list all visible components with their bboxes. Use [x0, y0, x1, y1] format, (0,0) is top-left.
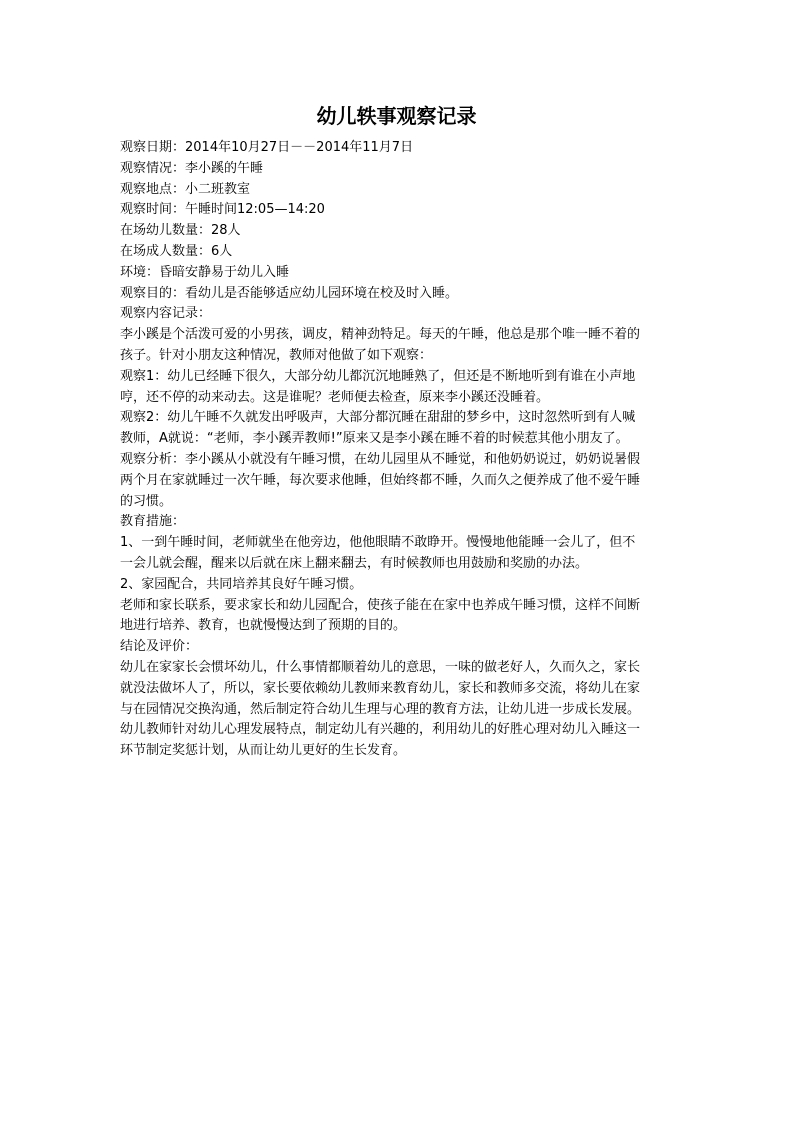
paragraph-line: 的习惯。 — [120, 493, 173, 509]
paragraph-line: 就没法做坏人了，所以，家长要依赖幼儿教师来教育幼儿，家长和教师多交流，将幼儿在家 — [120, 680, 641, 696]
paragraph-line: 李小蹊是个活泼可爱的小男孩，调皮，精神劲特足。每天的午睡，他总是那个唯一睡不着的 — [120, 327, 641, 343]
meta-children-count: 在场幼儿数量：28人 — [120, 223, 241, 239]
paragraph-line: 观察1：幼儿已经睡下很久，大部分幼儿都沉沉地睡熟了，但还是不断地听到有谁在小声地 — [120, 368, 636, 384]
meta-observation-date: 观察日期：2014年10月27日－－2014年11月7日 — [120, 140, 414, 155]
meta-environment: 环境：昏暗安静易于幼儿入睡 — [120, 264, 290, 280]
paragraph-line: 幼儿在家家长会惯坏幼儿，什么事情都顺着幼儿的意思，一味的做老好人，久而久之，家长 — [120, 659, 641, 675]
meta-adults-count: 在场成人数量：6人 — [120, 243, 233, 259]
paragraph-line: 幼儿教师针对幼儿心理发展特点，制定幼儿有兴趣的，利用幼儿的好胜心理对幼儿入睡这一 — [120, 722, 641, 738]
section-heading-measures: 教育措施： — [120, 514, 186, 530]
paragraph-line: 环节制定奖惩计划，从而让幼儿更好的生长发育。 — [120, 743, 407, 759]
paragraph-line: 观察2：幼儿午睡不久就发出呼吸声，大部分都沉睡在甜甜的梦乡中，这时忽然听到有人喊 — [120, 410, 636, 426]
paragraph-line: 哼，还不停的动来动去。这是谁呢？老师便去检查，原来李小蹊还没睡着。 — [120, 389, 550, 405]
paragraph-line: 老师和家长联系，要求家长和幼儿园配合，使孩子能在在家中也养成午睡习惯，这样不间断 — [120, 597, 641, 613]
paragraph-line: 2、家园配合，共同培养其良好午睡习惯。 — [120, 576, 363, 592]
section-heading-conclusion: 结论及评价： — [120, 639, 199, 655]
paragraph-line: 观察分析：李小蹊从小就没有午睡习惯，在幼儿园里从不睡觉，和他奶奶说过，奶奶说暑假 — [120, 451, 641, 467]
meta-purpose: 观察目的：看幼儿是否能够适应幼儿园环境在校及时入睡。 — [120, 285, 459, 301]
paragraph-line: 孩子。针对小朋友这种情况，教师对他做了如下观察： — [120, 347, 433, 363]
paragraph-line: 一会儿就会醒，醒来以后就在床上翻来翻去，有时候教师也用鼓励和奖励的办法。 — [120, 555, 589, 571]
meta-observation-place: 观察地点：小二班教室 — [120, 181, 251, 197]
paragraph-line: 地进行培养、教育，也就慢慢达到了预期的目的。 — [120, 618, 407, 634]
paragraph-line: 1、一到午睡时间，老师就坐在他旁边，他他眼睛不敢睁开。慢慢地他能睡一会儿了，但不 — [120, 535, 636, 551]
paragraph-line: 与在园情况交换沟通，然后制定符合幼儿生理与心理的教育方法，让幼儿进一步成长发展。 — [120, 701, 641, 717]
document-body — [120, 138, 676, 762]
paragraph-line: 教师，A就说：“老师，李小蹊弄教师!”原来又是李小蹊在睡不着的时候惹其他小朋友了。 — [120, 431, 629, 447]
meta-observation-time: 观察时间：午睡时间12:05—14:20 — [120, 202, 325, 218]
meta-observation-subject: 观察情况：李小蹊的午睡 — [120, 160, 264, 176]
paragraph-line: 两个月在家就睡过一次午睡，每次要求他睡，但始终都不睡，久而久之便养成了他不爱午睡 — [120, 472, 641, 488]
document-title: 幼儿轶事观察记录 — [316, 104, 477, 128]
section-heading-record: 观察内容记录： — [120, 306, 212, 322]
